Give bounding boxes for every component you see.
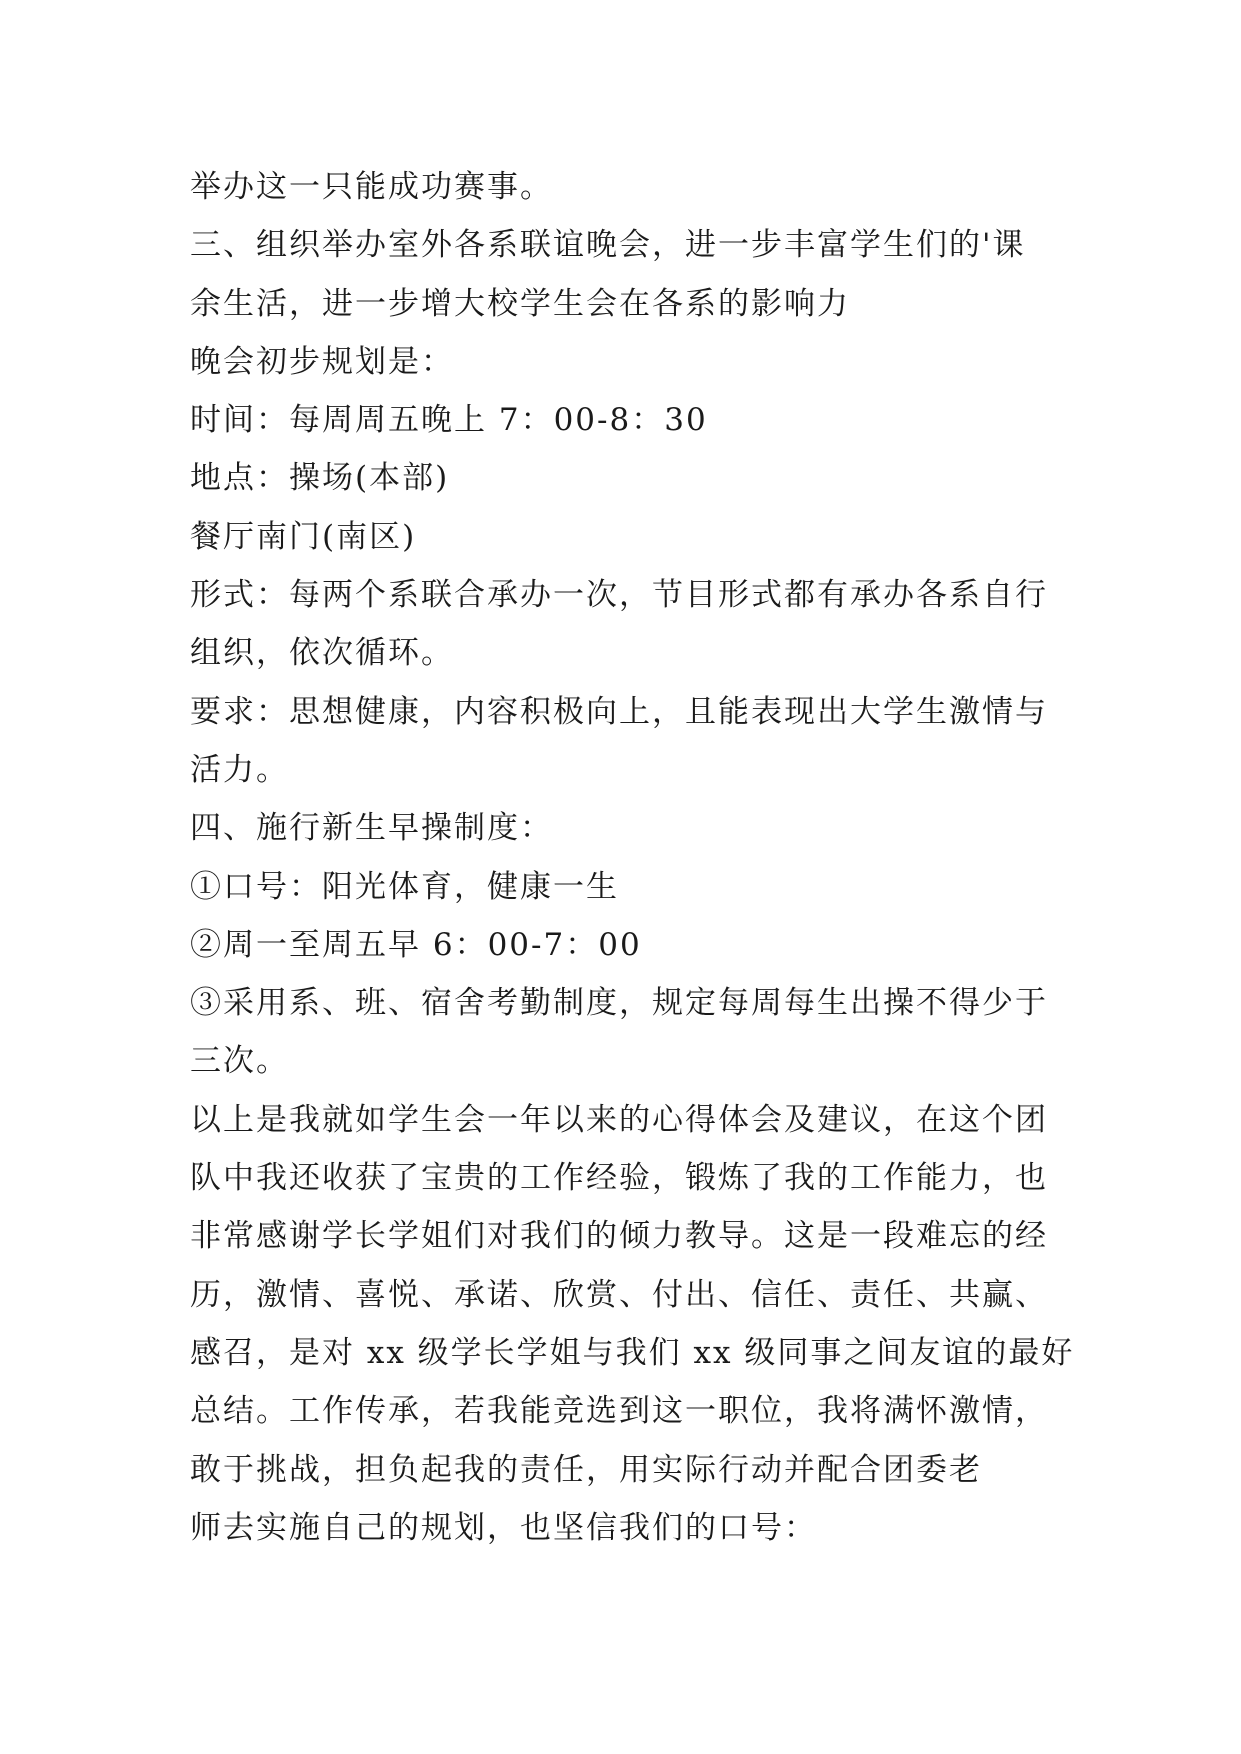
text-line: 活力。 xyxy=(190,751,289,788)
text-line: 时间：每周周五晚上 7：00-8：30 xyxy=(190,402,708,439)
text-line: ②周一至周五早 6：00-7：00 xyxy=(190,926,642,963)
text-line: 要求：思想健康，内容积极向上，且能表现出大学生激情与 xyxy=(190,693,1048,730)
text-line: 以上是我就如学生会一年以来的心得体会及建议，在这个团 xyxy=(190,1101,1048,1138)
text-line: 晚会初步规划是： xyxy=(190,343,454,380)
text-line: 余生活，进一步增大校学生会在各系的影响力 xyxy=(190,285,850,322)
text-line: 三、组织举办室外各系联谊晚会，进一步丰富学生们的'课 xyxy=(190,227,1026,264)
text-line: 师去实施自己的规划，也坚信我们的口号： xyxy=(190,1509,817,1546)
document-body xyxy=(190,158,1075,1557)
text-line: 地点：操场(本部) xyxy=(190,460,450,497)
text-line: 队中我还收获了宝贵的工作经验，锻炼了我的工作能力，也 xyxy=(190,1160,1048,1197)
text-line: 三次。 xyxy=(190,1043,289,1080)
text-line: 敢于挑战，担负起我的责任，用实际行动并配合团委老 xyxy=(190,1451,982,1488)
text-line: 总结。工作传承，若我能竞选到这一职位，我将满怀激情， xyxy=(190,1393,1048,1430)
text-line: ①口号：阳光体育，健康一生 xyxy=(190,868,619,905)
text-line: 举办这一只能成功赛事。 xyxy=(190,169,553,205)
text-line: 四、施行新生早操制度： xyxy=(190,810,553,847)
text-line: 餐厅南门(南区) xyxy=(190,518,417,555)
text-line: ③采用系、班、宿舍考勤制度，规定每周每生出操不得少于 xyxy=(190,985,1048,1022)
text-line: 组织，依次循环。 xyxy=(190,635,454,672)
text-line: 历，激情、喜悦、承诺、欣赏、付出、信任、责任、共赢、 xyxy=(190,1276,1048,1313)
text-line: 感召，是对 xx 级学长学姐与我们 xx 级同事之间友谊的最好 xyxy=(190,1334,1075,1371)
text-line: 形式：每两个系联合承办一次，节目形式都有承办各系自行 xyxy=(190,577,1048,614)
text-line: 非常感谢学长学姐们对我们的倾力教导。这是一段难忘的经 xyxy=(190,1218,1048,1255)
